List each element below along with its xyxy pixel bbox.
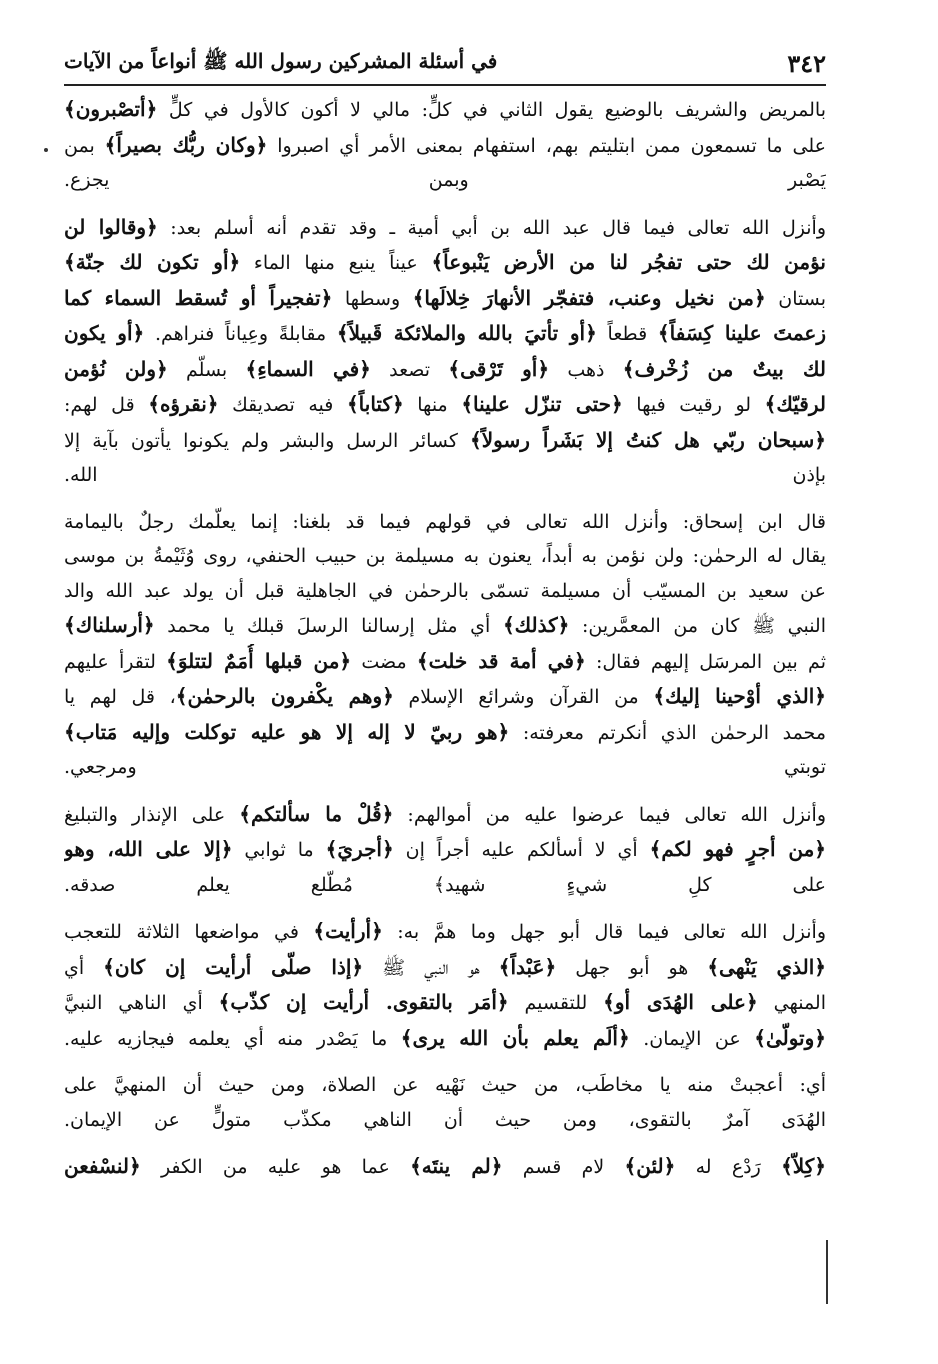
ink-dot	[44, 148, 48, 152]
text-line: قال ابن إسحاق: وأنزل الله تعالى في قولهم فيما قد بلغنا: إنما يعلّمك رجلٌ باليمامة	[64, 510, 826, 533]
text-line: محمد الرحمٰن الذي أنكرتم معرفته: ﴿هو ربيّ لا إله إلا هو عليه توكلت وإليه مَتاب﴾	[64, 719, 826, 744]
text-line: على ما تسمعون ممن ابتليتم بهم، استفهام بمعنى الأمر أي اصبروا ﴿وكان ربُّك بصيراً﴾ بمن	[64, 132, 826, 157]
paragraph-2	[64, 210, 826, 493]
page-body	[64, 92, 826, 1185]
paragraph-5	[64, 914, 826, 1056]
text-line: عن سعيد بن المسيّب أن مسيلمة تسمّى بالرحمٰن في الجاهلية قبل أن يولد عبد الله والد	[64, 579, 826, 602]
text-line: زعمتَ علينا كِسَفاً﴾ قطعاً ﴿أو تأتيَ بالله والملائكة قَبيلاً﴾ مقابلةً وعِياناً فنراهم. ﴿أو يكون	[64, 321, 826, 345]
running-title: في أسئلة المشركين رسول الله ﷺ أنواعاً من الآيات	[64, 49, 498, 73]
text-line: ﴿كِلاّ﴾ رَدْع له ﴿لئن﴾ لام قسم ﴿لم ينتَه﴾ عما هو عليه من الكفر ﴿لنسْفعن	[64, 1154, 826, 1178]
text-line: نؤمن لك حتى تفجُر لنا من الأرض يَنْبوعاً﴾ عيناً ينبع منها الماء ﴿أو تكون لك جنّة﴾	[64, 250, 826, 274]
text-line: بستان ﴿من نخيل وعنب، فتفجّر الأنهارَ خِلالَها﴾ وسطها ﴿تفجيراً أو تُسقط السماء كما	[64, 285, 826, 310]
text-line: توبتي ومرجعي.	[64, 756, 826, 778]
paragraph-3	[64, 505, 826, 785]
paragraph-6	[64, 1068, 826, 1137]
margin-mark	[826, 1240, 828, 1304]
text-line: ﴿وتولّىٰ﴾ عن الإيمان. ﴿ألَم يعلم بأن الله يرى﴾ ما يَصْدر منه أي يعلمه فيجازيه عليه.	[64, 1025, 826, 1050]
paragraph-7	[64, 1149, 826, 1185]
text-line: ﴿الذي يَنْهى﴾ هو أبو جهل ﴿عَبْداً﴾ هو النبي ﷺ ﴿إذا صلّى أرأيت إن كان﴾ أي	[64, 954, 826, 979]
text-line: وأنزل الله تعالى فيما قال أبو جهل وما همَّ به: ﴿أرأيت﴾ في مواضعها الثلاثة للتعجب	[64, 919, 826, 943]
text-line: النبي ﷺ كان من المعمَّرين: ﴿كذلك﴾ أي مثل إرسالنا الرسلَ قبلك يا محمد ﴿أرسلناك﴾	[64, 613, 826, 637]
text-line: ﴿من أجرٍ فهو لكم﴾ أي لا أسألكم عليه أجراً إن ﴿أجريَ﴾ ما ثوابي ﴿إلا على الله، وهو	[64, 837, 826, 861]
paragraph-4	[64, 797, 826, 903]
text-line: وأنزل الله تعالى فيما عرضوا عليه من أموالهم: ﴿قُلْ ما سألتكم﴾ على الإنذار والتبليغ	[64, 801, 826, 826]
text-line: لرقيّك﴾ لو رقيت فيها ﴿حتى تنزّل علينا﴾ منها ﴿كتاباً﴾ فيه تصديقك ﴿نقرؤه﴾ قل لهم:	[64, 392, 826, 416]
text-line: يقال له الرحمٰن: ولن نؤمن به أبداً، يعنون به مسيلمة بن حبيب الحنفي، روى وُثَيْمةُ بن موسى	[64, 545, 826, 567]
text-line: على كلِ شيءٍ شهيد﴾ مُطّلع يعلم صدقه.	[64, 873, 826, 896]
paragraph-1	[64, 92, 826, 198]
text-line: لك بيتٌ من زُخْرف﴾ ذهب ﴿أو تَرْقى﴾ تصعد ﴿في السماءِ﴾ بسلّم ﴿ولن نُؤمن	[64, 356, 826, 381]
text-line: بإذن الله.	[64, 464, 826, 486]
text-line: أي: أعجبتْ منه يا مخاطَب، من حيث نَهْيه عن الصلاة، ومن حيث أن المنهيَّ على	[64, 1074, 826, 1096]
text-line: ثم بين المرسَل إليهم فقال: ﴿في أمة قد خلت﴾ مضت ﴿من قبلها أُمَمٌ لتتلوَ﴾ لتقرأ عليهم	[64, 648, 826, 673]
text-line: ﴿سبحان ربّي هل كنتُ إلا بَشَراً رسولاً﴾ كسائر الرسل والبشر ولم يكونوا يأتون بآية إلا	[64, 427, 826, 452]
page-number: ٣٤٢	[787, 49, 826, 78]
text-line: وأنزل الله تعالى فيما قال عبد الله بن أبي أمية ـ وقد تقدم أنه أسلم بعد: ﴿وقالوا لن	[64, 214, 826, 239]
text-line: المنهي ﴿على الهُدَى أو﴾ للتقسيم ﴿أمَر بالتقوى. أرأيت إن كذّب﴾ أي الناهي النبيَّ	[64, 990, 826, 1014]
text-line: بالمريض والشريف بالوضيع يقول الثاني في كلٍّ: مالي لا أكون كالأول في كلٍّ ﴿أتصْبرون﴾	[64, 97, 826, 121]
text-line: الهُدَى آمرٌ بالتقوى، ومن حيث أن الناهي مكذّب متولٍّ عن الإيمان.	[64, 1108, 826, 1131]
text-line: يَصْبر وبمن يجزع.	[64, 169, 826, 191]
page-header	[64, 36, 826, 86]
text-line: ﴿الذي أوْحينا إليك﴾ من القرآن وشرائع الإسلام ﴿وهم يكْفرون بالرحمٰن﴾، قل لهم يا	[64, 684, 826, 708]
